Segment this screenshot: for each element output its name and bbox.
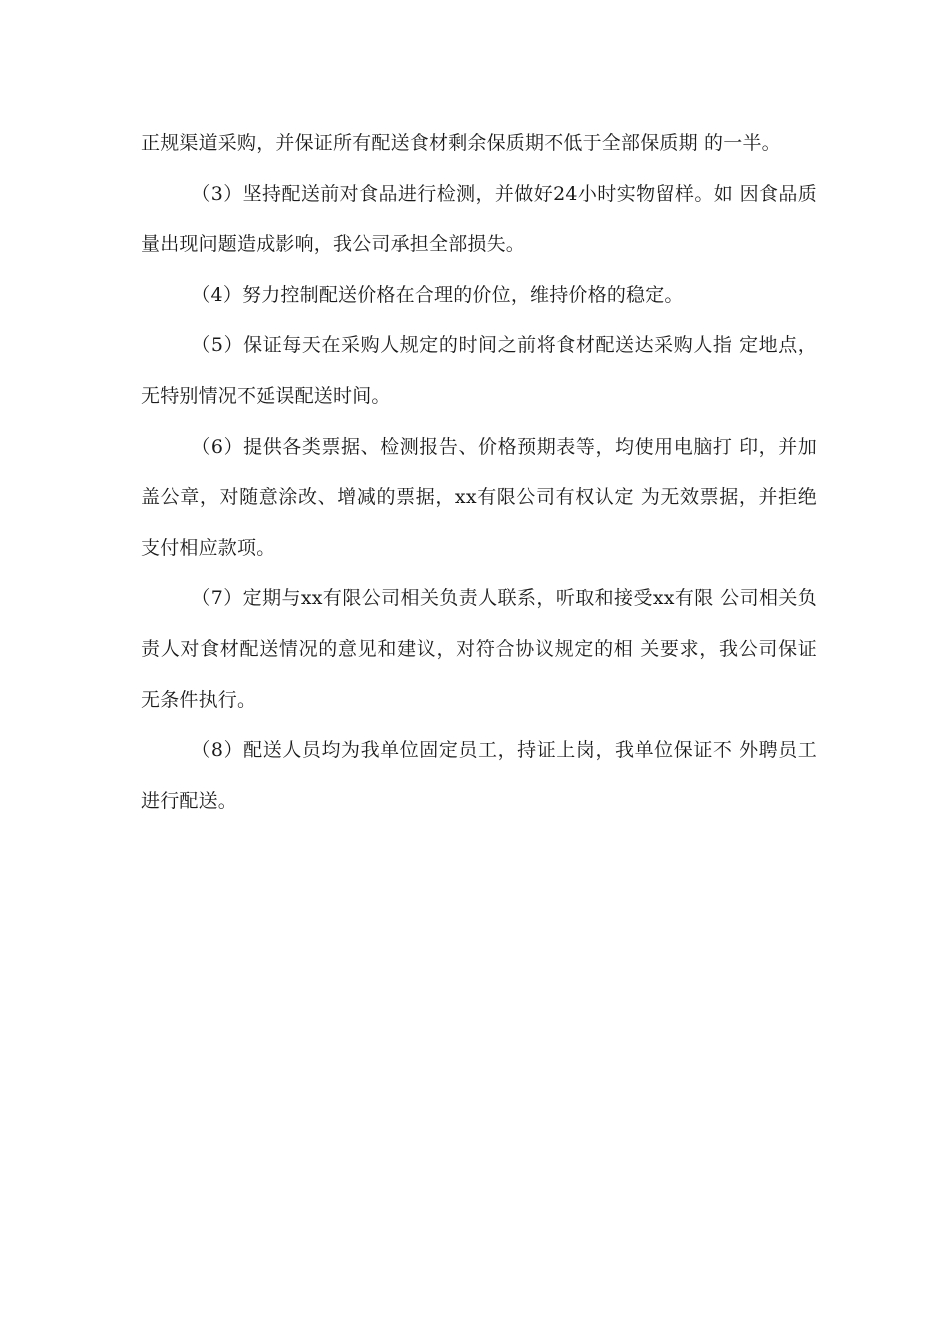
paragraph-item-5: （5）保证每天在采购人规定的时间之前将食材配送达采购人指 定地点，无特别情况不延误配送时间。 xyxy=(141,334,817,407)
paragraph-item-4: （4）努力控制配送价格在合理的价位，维持价格的稳定。 xyxy=(191,283,684,306)
paragraph-item-6: （6）提供各类票据、检测报告、价格预期表等，均使用电脑打 印，并加盖公章，对随意涂改、增减的票据，xx有限公司有权认定 为无效票据，并拒绝支付相应款项。 xyxy=(141,435,817,559)
paragraph-continuation: 正规渠道采购，并保证所有配送食材剩余保质期不低于全部保质期 的一半。 xyxy=(141,132,781,154)
paragraph-item-7: （7）定期与xx有限公司相关负责人联系，听取和接受xx有限 公司相关负责人对食材配送情况的意见和建议，对符合协议规定的相 关要求，我公司保证无条件执行。 xyxy=(141,587,817,711)
paragraph-item-3: （3）坚持配送前对食品进行检测，并做好24小时实物留样。如 因食品质量出现问题造成影响，我公司承担全部损失。 xyxy=(141,182,817,256)
document-body xyxy=(141,118,817,826)
paragraph-item-8: （8）配送人员均为我单位固定员工，持证上岗，我单位保证不 外聘员工进行配送。 xyxy=(141,739,817,812)
